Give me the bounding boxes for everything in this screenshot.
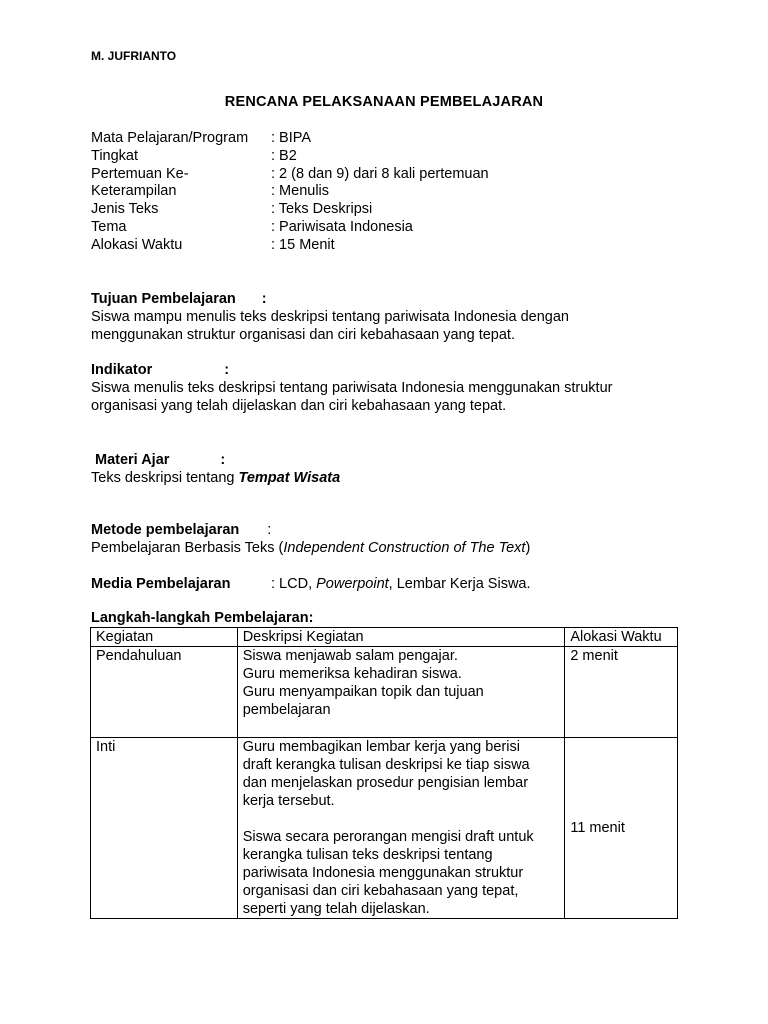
metode-heading: Metode pembelajaran <box>91 522 240 538</box>
media-section <box>91 575 691 593</box>
materi-heading: Materi Ajar <box>95 452 170 468</box>
deskripsi-line: Guru memeriksa kehadiran siswa. <box>242 666 462 682</box>
info-row <box>91 200 489 218</box>
table-header-row <box>91 628 678 647</box>
deskripsi-line: draft kerangka tulisan deskripsi ke tiap siswa <box>242 757 530 773</box>
info-row <box>91 129 489 147</box>
metode-text: Pembelajaran Berbasis Teks ( <box>91 540 284 556</box>
info-row <box>91 236 489 254</box>
deskripsi-line: pembelajaran <box>242 702 331 718</box>
document-title: RENCANA PELAKSANAAN PEMBELAJARAN <box>224 94 544 110</box>
materi-emphasis: Tempat Wisata <box>238 470 341 486</box>
materi-colon: : <box>220 452 226 468</box>
media-text-end: , Lembar Kerja Siswa. <box>388 576 531 592</box>
indikator-heading: Indikator <box>91 362 153 378</box>
deskripsi-line: Siswa menjawab salam pengajar. <box>242 648 458 664</box>
tujuan-text-line: menggunakan struktur organisasi dan ciri kebahasaan yang tepat. <box>91 327 515 343</box>
table-cell-deskripsi <box>237 738 565 919</box>
info-key: Tema <box>91 218 127 235</box>
tujuan-section <box>91 290 691 344</box>
info-key: Pertemuan Ke- <box>91 165 189 182</box>
tujuan-text-line: Siswa mampu menulis teks deskripsi tentang pariwisata Indonesia dengan <box>91 309 569 325</box>
table-row <box>91 647 678 738</box>
deskripsi-line: organisasi dan ciri kebahasaan yang tepat, <box>242 883 519 899</box>
info-value: : 2 (8 dan 9) dari 8 kali pertemuan <box>271 165 489 182</box>
tujuan-colon: : <box>261 291 267 307</box>
metode-text-end: ) <box>525 540 531 556</box>
deskripsi-line: dan menjelaskan prosedur pengisian lembar <box>242 775 529 791</box>
table-cell-deskripsi <box>237 647 565 738</box>
table-row <box>91 738 678 919</box>
info-row <box>91 182 489 200</box>
indikator-text-line: Siswa menulis teks deskripsi tentang pariwisata Indonesia menggunakan struktur <box>91 380 613 396</box>
media-text-italic: Powerpoint <box>316 576 389 592</box>
info-key: Alokasi Waktu <box>91 236 183 253</box>
table-header-cell: Kegiatan <box>91 628 238 647</box>
info-block <box>91 129 489 254</box>
deskripsi-line: pariwisata Indonesia menggunakan struktur <box>242 865 524 881</box>
info-value: : 15 Menit <box>271 236 335 253</box>
table-cell-waktu: 11 menit <box>565 738 678 919</box>
deskripsi-line: Guru membagikan lembar kerja yang berisi <box>242 739 520 755</box>
deskripsi-line: seperti yang telah dijelaskan. <box>242 901 430 917</box>
indikator-text-line: organisasi yang telah dijelaskan dan ciri kebahasaan yang tepat. <box>91 398 507 414</box>
info-value: : BIPA <box>271 130 312 146</box>
info-row <box>91 165 489 183</box>
langkah-table <box>90 627 678 919</box>
indikator-colon: : <box>224 362 230 378</box>
info-row <box>91 218 489 236</box>
info-key: Jenis Teks <box>91 201 159 218</box>
deskripsi-line: kerangka tulisan teks deskripsi tentang <box>242 847 493 863</box>
table-header-cell: Deskripsi Kegiatan <box>237 628 565 647</box>
metode-text-italic: Independent Construction of The Text <box>283 540 526 556</box>
table-cell-kegiatan: Pendahuluan <box>91 647 238 738</box>
media-text: : LCD, <box>271 576 317 592</box>
info-key: Keterampilan <box>91 183 177 200</box>
deskripsi-line: kerja tersebut. <box>242 793 335 809</box>
info-key: Mata Pelajaran/Program <box>91 130 249 146</box>
table-cell-kegiatan: Inti <box>91 738 238 919</box>
info-value: : Pariwisata Indonesia <box>271 218 413 235</box>
tujuan-heading: Tujuan Pembelajaran <box>91 291 236 307</box>
indikator-section <box>91 361 691 415</box>
author-name: M. JUFRIANTO <box>91 49 177 63</box>
info-value: : B2 <box>271 147 297 164</box>
materi-text: Teks deskripsi tentang <box>91 470 239 486</box>
deskripsi-spacer <box>243 810 560 828</box>
info-row <box>91 147 489 165</box>
deskripsi-line: Siswa secara perorangan mengisi draft untuk <box>242 829 534 845</box>
info-value: : Menulis <box>271 183 330 200</box>
media-heading: Media Pembelajaran <box>91 576 231 592</box>
metode-section <box>91 521 691 557</box>
table-header-cell: Alokasi Waktu <box>565 628 678 647</box>
deskripsi-line: Guru menyampaikan topik dan tujuan <box>242 684 484 700</box>
metode-colon: : <box>267 522 272 538</box>
langkah-heading: Langkah-langkah Pembelajaran: <box>91 610 314 626</box>
info-key: Tingkat <box>91 147 139 164</box>
materi-section <box>91 451 691 487</box>
table-cell-waktu: 2 menit <box>565 647 678 738</box>
info-value: : Teks Deskripsi <box>271 201 373 218</box>
